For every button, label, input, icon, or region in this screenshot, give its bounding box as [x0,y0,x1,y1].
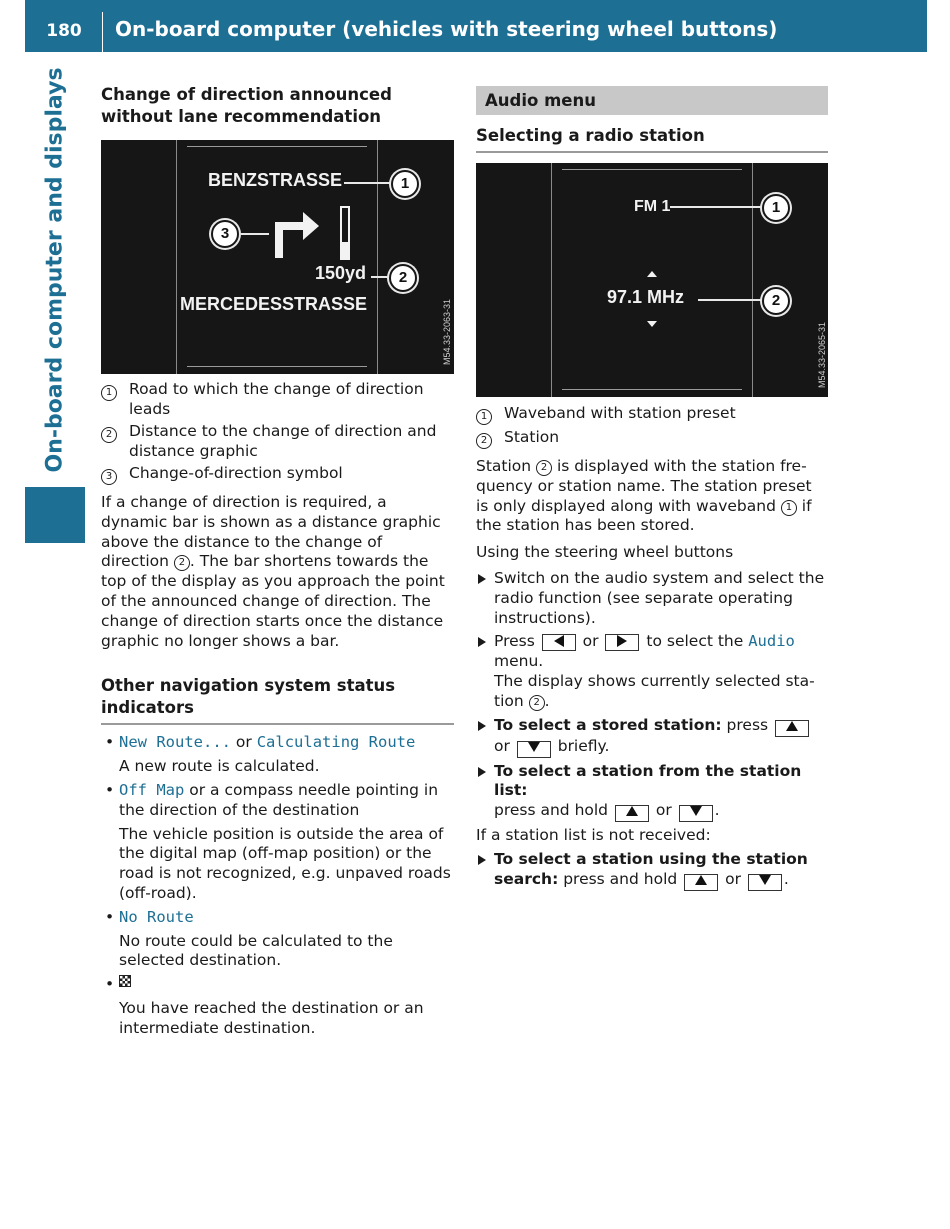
list-item-description: • You have reached the destination or an intermediate destination. [119,998,424,1037]
figure-audio-display [476,163,828,397]
list-item [101,975,454,1038]
figure-frame-line [187,146,367,147]
callout-3: 3 [211,220,239,248]
arrow-up-icon [647,271,657,277]
right-key-icon [605,634,639,651]
display-message: No Route [119,907,194,926]
down-key-icon [679,805,713,822]
right-column [476,86,828,891]
paragraph-distance-graphic: If a change of direction is required, a dynamic bar is shown as a distance graphic above the distance to the change of direction 2 . The bar shortens towards the top of the display as you approach the point of the announced change of direction. The change of direction starts once the distance graphic no longer shows a bar. [101,492,445,650]
side-tab [25,52,85,487]
down-key-icon [517,741,551,758]
display-message: Off Map [119,780,185,799]
down-key-icon [748,874,782,891]
callout-leader [371,276,391,278]
callout-number: 1 [781,500,797,516]
list-item: • New Route... or Calculating Route A new route is calculated. [101,733,454,777]
callout-leader [241,233,269,235]
page-title: On-board computer (vehicles with steering wheel buttons) [115,17,778,41]
left-key-icon [542,634,576,651]
arrow-down-icon [647,321,657,327]
legend-text: Waveband with station preset [504,404,736,422]
legend-item [476,404,828,426]
legend-item [101,380,454,420]
instruction-steps [476,850,828,891]
up-key-icon [775,720,809,737]
figure-frame-line [562,389,742,390]
section-title-status: Other navigation system status indicators [101,675,454,725]
list-item-description: A new route is calculated. [119,757,320,776]
callout-leader [698,299,762,301]
page-header [25,0,927,52]
figure-legend [476,404,828,450]
legend-item [101,464,454,486]
menu-title-bar: Audio menu [476,86,828,115]
figure-frame-line [187,366,367,367]
status-list [101,733,454,1038]
callout-leader [344,182,392,184]
legend-item [476,428,828,450]
display-message: Audio [748,632,795,651]
legend-item [101,422,454,462]
instruction-step: Switch on the audio system and select the radio function (see separate operating instructions). [476,569,828,628]
section-title-radio: Selecting a radio station [476,125,828,153]
side-tab-marker [25,487,85,543]
header-divider [102,12,103,52]
street-top: BENZSTRASSE [208,170,343,190]
turn-right-arrow-icon [271,202,323,258]
figure-frame-line [752,163,753,397]
paragraph-no-station-list: If a station list is not received: [476,826,711,845]
section-title-direction: Change of direction announced without lane recommendation [101,85,392,126]
callout-number: 2 [476,433,492,449]
callout-2: 2 [762,287,790,315]
band-label: FM 1 [634,198,671,215]
figure-code: M54.33-2065-31 [817,321,827,388]
figure-code: M54.33-2063-31 [442,298,452,365]
figure-navigation-display [101,140,454,374]
callout-1: 1 [762,194,790,222]
distance-label: 150yd [315,263,367,283]
display-message: Calculating Route [256,733,416,752]
list-item-description: No route could be calculated to the selected destination. [119,931,393,970]
paragraph-station: Station 2 is displayed with the station frequency or station name. The station preset is only displayed along with waveband 1 if the station has been stored. [476,457,812,535]
display-message: New Route... [119,733,231,752]
side-tab-label: On-board computer and displays [42,67,68,473]
distance-bar-icon [340,206,350,260]
left-column [101,84,454,1039]
frequency-label: 97.1 MHz [607,287,685,307]
checkered-flag-icon [119,975,131,987]
instruction-step: Press or to select the Audio menu. The display shows currently selected station 2 . [476,632,828,711]
legend-text: Change-of-direction symbol [129,464,343,483]
figure-frame-line [551,163,552,397]
callout-number: 1 [476,409,492,425]
instruction-step: To select a stored station: press or briefly. [476,716,828,758]
instruction-step: To select a station from the station list: press and hold or . [476,762,828,823]
up-key-icon [615,805,649,822]
instruction-steps [476,569,828,822]
callout-number: 2 [101,427,117,443]
figure-frame-line [176,140,177,374]
legend-text: Distance to the change of direction and distance graphic [129,422,437,460]
callout-number: 1 [101,385,117,401]
callout-number: 2 [529,695,545,711]
callout-1: 1 [391,170,419,198]
figure-frame-line [377,140,378,374]
legend-text: Road to which the change of direction leads [129,380,424,418]
callout-number: 2 [174,555,190,571]
callout-number: 2 [536,460,552,476]
figure-frame-line [562,169,742,170]
paragraph-steering-buttons: Using the steering wheel buttons [476,543,734,562]
legend-text: Station [504,428,560,447]
list-item [101,908,454,971]
street-bottom: MERCEDESSTRASSE [180,294,368,314]
instruction-step: To select a station using the station search: press and hold or . [476,850,828,891]
page-number: 180 [46,21,82,41]
up-key-icon [684,874,718,891]
callout-number: 3 [101,469,117,485]
figure-legend [101,380,454,486]
list-item-description: The vehicle position is outside the area of the digital map (off-map position) or the road is not recognized, e.g. unpaved roads (off-road). [119,824,451,902]
callout-2: 2 [389,264,417,292]
callout-leader [670,206,762,208]
list-item: • Off Map or a compass needle pointing in the direction of the destination The vehicle position is outside the area of the digital map (off-map position) or the road is not recognized, e.g. unpaved roads (off-road). [101,781,454,904]
